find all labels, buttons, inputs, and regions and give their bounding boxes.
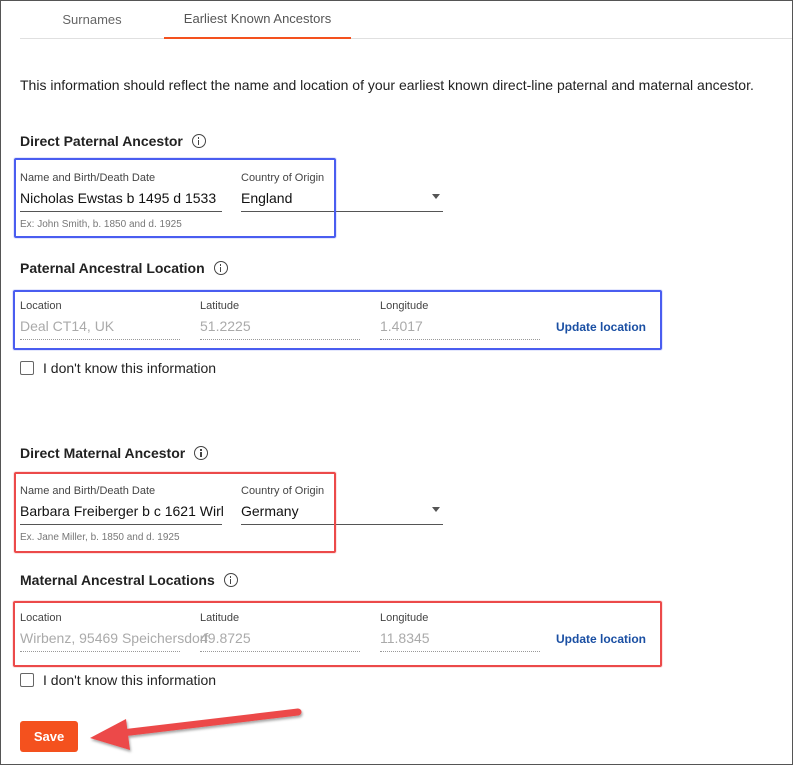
- paternal-location-title: Paternal Ancestral Location: [20, 260, 205, 276]
- highlight-box-maternal-location: [13, 601, 662, 667]
- maternal-unknown-label: I don't know this information: [43, 672, 217, 688]
- maternal-unknown-checkbox[interactable]: [20, 673, 34, 687]
- info-icon[interactable]: [214, 261, 228, 275]
- latitude-field-label: Latitude: [200, 300, 240, 312]
- name-field-label: Name and Birth/Death Date: [20, 485, 156, 497]
- maternal-location-heading: [20, 572, 238, 588]
- country-field-label: Country of Origin: [241, 172, 325, 184]
- paternal-name-input[interactable]: Nicholas Ewstas b 1495 d 1533: [20, 190, 222, 212]
- location-field-label: Location: [20, 612, 62, 624]
- name-field-hint: Ex. Jane Miller, b. 1850 and d. 1925: [20, 532, 180, 543]
- paternal-unknown-label: I don't know this information: [43, 360, 217, 376]
- chevron-down-icon[interactable]: [432, 194, 440, 199]
- paternal-ancestor-heading: [20, 133, 206, 149]
- longitude-field-label: Longitude: [380, 612, 429, 624]
- country-field-label: Country of Origin: [241, 485, 325, 497]
- paternal-ancestor-title: Direct Paternal Ancestor: [20, 133, 183, 149]
- chevron-down-icon[interactable]: [432, 507, 440, 512]
- maternal-update-location-link[interactable]: Update location: [556, 632, 647, 646]
- latitude-field-label: Latitude: [200, 612, 240, 624]
- paternal-country-value[interactable]: England: [241, 190, 443, 212]
- longitude-field-label: Longitude: [380, 300, 429, 312]
- highlight-box-maternal-ancestor: [14, 472, 336, 553]
- save-button[interactable]: Save: [20, 721, 78, 752]
- maternal-latitude-input[interactable]: 49.8725: [200, 630, 360, 652]
- info-icon[interactable]: [192, 134, 206, 148]
- maternal-country-value[interactable]: Germany: [241, 503, 443, 525]
- tab-surnames[interactable]: Surnames: [62, 11, 122, 27]
- highlight-box-paternal-location: [13, 290, 662, 350]
- info-icon[interactable]: [194, 446, 208, 460]
- tab-earliest-known-ancestors[interactable]: Earliest Known Ancestors: [164, 0, 351, 39]
- paternal-location-input[interactable]: Deal CT14, UK: [20, 318, 180, 340]
- paternal-location-heading: [20, 260, 228, 276]
- paternal-unknown-checkbox[interactable]: [20, 361, 34, 375]
- tab-bar: [20, 0, 792, 39]
- name-field-label: Name and Birth/Death Date: [20, 172, 156, 184]
- maternal-ancestor-title: Direct Maternal Ancestor: [20, 445, 186, 461]
- paternal-update-location-link[interactable]: Update location: [556, 320, 647, 334]
- info-icon[interactable]: [224, 573, 238, 587]
- highlight-box-paternal-ancestor: [14, 158, 336, 238]
- maternal-ancestor-heading: [20, 445, 208, 461]
- maternal-name-input[interactable]: Barbara Freiberger b c 1621 Wirl: [20, 503, 222, 525]
- paternal-unknown-checkbox-row[interactable]: [20, 360, 216, 376]
- paternal-latitude-input[interactable]: 51.2225: [200, 318, 360, 340]
- intro-text: This information should reflect the name and location of your earliest known direct-line paternal and maternal ancestor.: [20, 77, 754, 93]
- name-field-hint: Ex: John Smith, b. 1850 and d. 1925: [20, 219, 182, 230]
- maternal-location-title: Maternal Ancestral Locations: [20, 572, 215, 588]
- maternal-longitude-input[interactable]: 11.8345: [380, 630, 540, 652]
- location-field-label: Location: [20, 300, 62, 312]
- maternal-location-input[interactable]: Wirbenz, 95469 Speichersdorf: [20, 630, 180, 652]
- maternal-unknown-checkbox-row[interactable]: [20, 672, 216, 688]
- paternal-longitude-input[interactable]: 1.4017: [380, 318, 540, 340]
